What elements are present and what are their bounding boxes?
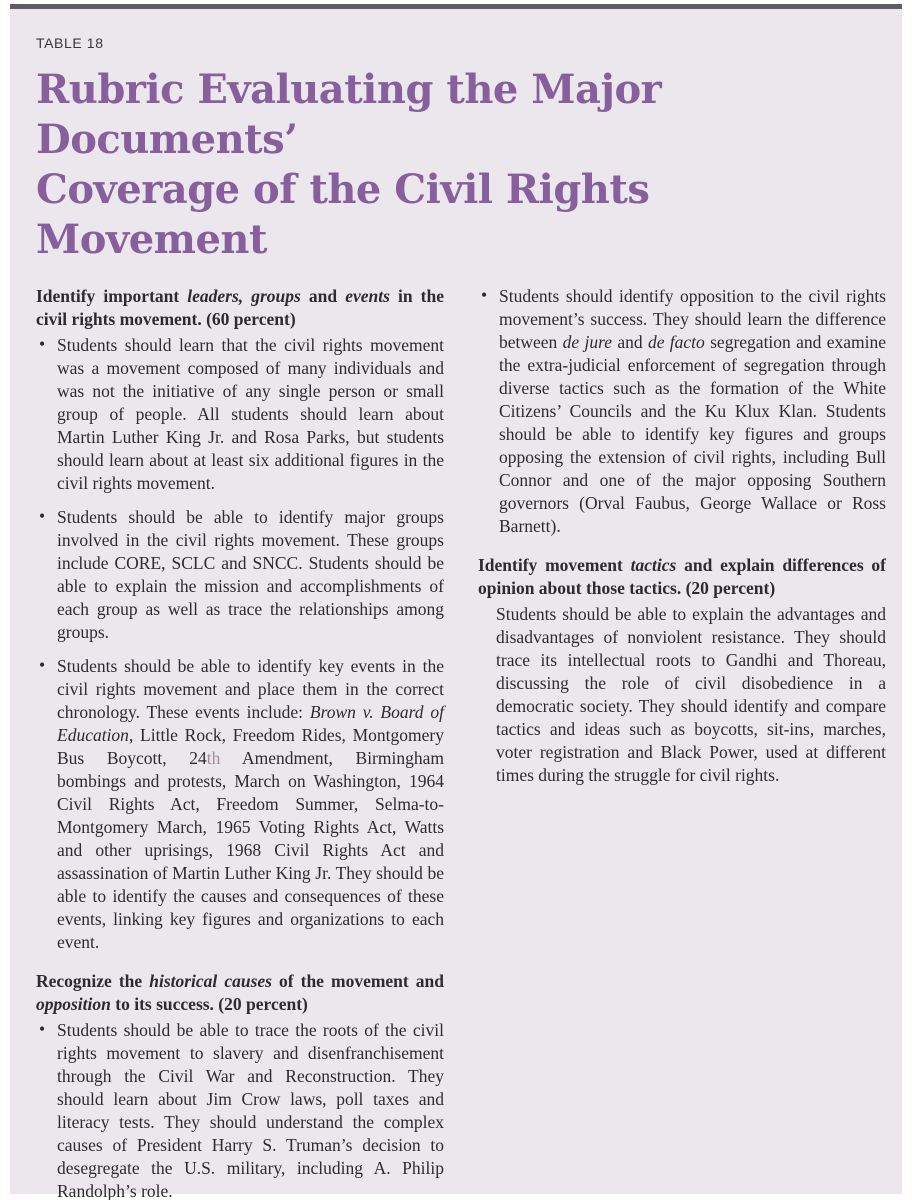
panel-content <box>10 9 902 1200</box>
page-title-line-1: Rubric Evaluating the Major Documents’ <box>36 66 662 163</box>
bullet-item <box>36 655 444 954</box>
section-heading <box>36 970 444 1016</box>
bullet-marker: • <box>39 655 46 675</box>
text-run: and <box>300 286 346 306</box>
text-run: de facto <box>647 332 705 352</box>
text-run: Identify movement <box>478 555 631 575</box>
item-text <box>499 286 886 536</box>
bullet-item <box>36 506 444 644</box>
bullet-marker: • <box>481 285 488 305</box>
text-run: and <box>612 332 648 352</box>
text-run: leaders, groups <box>187 286 301 306</box>
text-run: to its success. (20 percent) <box>110 994 308 1014</box>
text-run: and explain differences of opinion about those tactics. (20 percent) <box>478 555 886 598</box>
text-run: tactics <box>630 555 677 575</box>
left-column <box>36 285 444 1200</box>
text-run: , Little Rock, Freedom Rides, Montgomery Bus Boycott, 24 <box>57 725 444 768</box>
item-text <box>57 1020 444 1200</box>
table-number-label: TABLE 18 <box>36 35 104 51</box>
item-text <box>57 507 444 642</box>
text-run: Students should be able to explain the advantages and disadvantages of nonviolent resistance. They should trace its intellectual roots to Gandhi and Thoreau, discussing the role of civil disobedience in a democratic society. They should identify and compare tactics and ideas such as boycotts, sit-ins, marches, voter registration and Black Power, used at different times during the struggle for civil rights. <box>496 604 886 785</box>
bullet-item <box>478 285 886 538</box>
text-run: Students should learn that the civil rights movement was a movement composed of many individuals and was not the initiative of any single person or small group of people. All students should learn about Martin Luther King Jr. and Rosa Parks, but students should learn about at least six additional figures in the civil rights movement. <box>57 335 444 493</box>
text-run: segregation and examine the extra-judicial enforcement of segregation through diverse tactics such as the formation of the White Citizens’ Councils and the Ku Klux Klan. Students should be able to identify key figures and groups opposing the extension of civil rights, including Bull Connor and one of the major opposing Southern governors (Orval Faubus, George Wallace or Ross Barnett). <box>499 332 886 536</box>
text-run: Brown v. Board of Education <box>57 702 444 745</box>
text-run: opposition <box>36 994 111 1014</box>
text-run: events <box>345 286 390 306</box>
bullet-item <box>36 334 444 495</box>
text-run: Amendment, Birmingham bombings and protests, March on Washington, 1964 Civil Rights Act, Freedom Summer, Selma-to-Montgomery March, 1965 Voting Rights Act, Watts and other uprisings, 1968 Civil Rights Act and assassination of Martin Luther King Jr. They should be able to identify the causes and consequences of these events, linking key figures and organizations to each event. <box>57 748 444 952</box>
text-run: de jure <box>562 332 613 352</box>
text-run: Recognize the <box>36 971 150 991</box>
bullet-marker: • <box>39 334 46 354</box>
item-text <box>57 656 444 952</box>
bullet-marker: • <box>39 1019 46 1039</box>
item-text <box>57 335 444 493</box>
text-run: Students should identify opposition to the civil rights movement’s success. They should learn the difference between <box>499 286 886 352</box>
indented-paragraph <box>478 603 886 787</box>
text-run: historical causes <box>149 971 272 991</box>
page-title-line-2: Coverage of the Civil Rights Movement <box>36 166 650 263</box>
table-panel <box>10 4 902 1200</box>
two-column-body <box>36 285 886 1200</box>
text-run: of the movement and <box>271 971 444 991</box>
section-heading <box>478 554 886 600</box>
section-heading <box>36 285 444 331</box>
right-column <box>478 285 886 1200</box>
bullet-marker: • <box>39 506 46 526</box>
text-run: Identify important <box>36 286 188 306</box>
page-title <box>36 65 886 265</box>
text-run: Students should be able to identify key events in the civil rights movement and place them in the correct chronology. These events include: <box>57 656 444 722</box>
item-text <box>496 604 886 785</box>
text-run: th <box>206 748 221 768</box>
bullet-item <box>36 1019 444 1200</box>
text-run: Students should be able to identify major groups involved in the civil rights movement. These groups include CORE, SCLC and SNCC. Students should be able to explain the mission and accomplishments of each group as well as trace the relationships among groups. <box>57 507 444 642</box>
text-run: Students should be able to trace the roots of the civil rights movement to slavery and disenfranchisement through the Civil War and Reconstruction. They should learn about Jim Crow laws, poll taxes and literacy tests. They should understand the complex causes of President Harry S. Truman’s decision to desegregate the U.S. military, including A. Philip Randolph’s role. <box>57 1020 444 1200</box>
text-run: in the civil rights movement. (60 percent) <box>36 286 444 329</box>
